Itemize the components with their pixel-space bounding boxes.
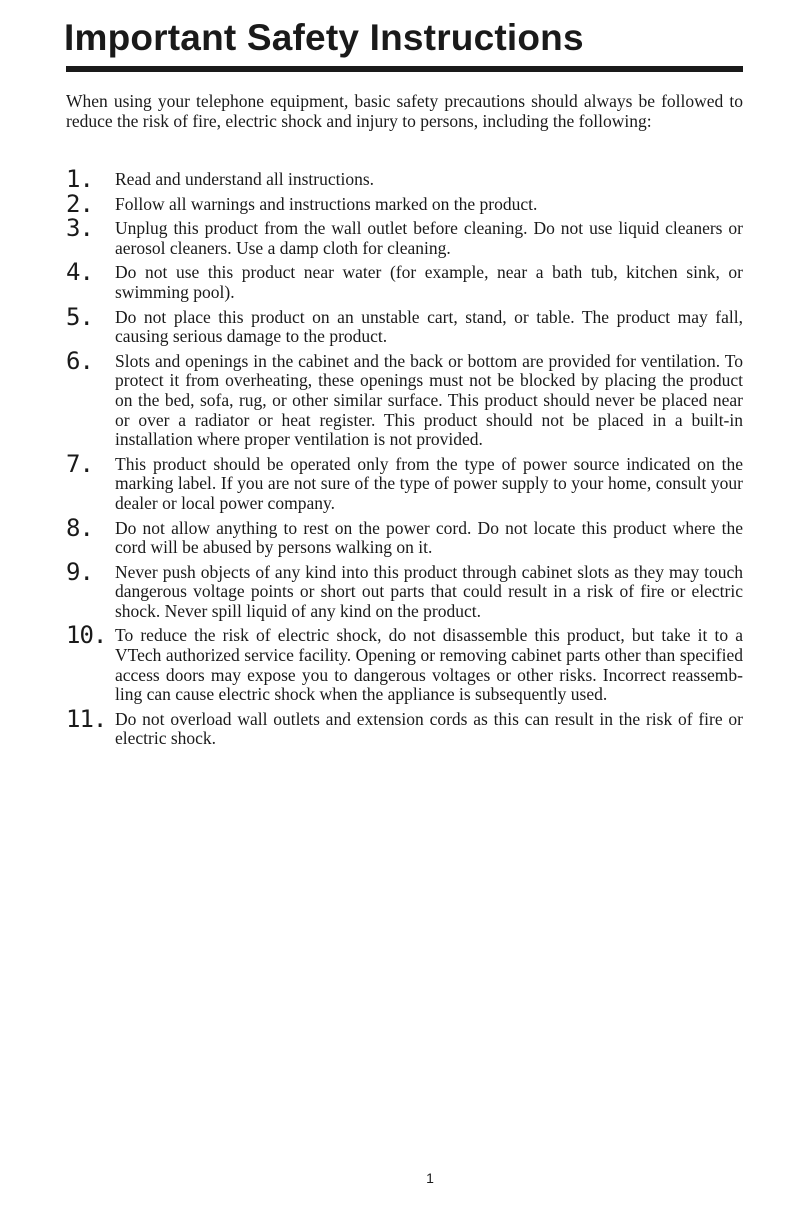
instruction-number: 5.: [66, 302, 93, 331]
instruction-number: 7.: [66, 449, 93, 478]
instruction-text: Do not use this product near water (for example, near a bath tub, kitchen sink, or swimming pool).: [115, 262, 743, 302]
instruction-item: [66, 214, 743, 258]
instruction-item: [66, 165, 743, 193]
instruction-number: 9.: [66, 557, 93, 586]
instruction-text: Read and understand all instructions.: [115, 169, 375, 189]
instruction-item: [66, 189, 743, 218]
instruction-number: 6.: [66, 346, 93, 375]
instruction-number: 2.: [66, 189, 93, 218]
instruction-text: This product should be operated only from the type of power source indicated on the marking label. If you are not sure of the type of power supply to your home, consult your dealer or local power company.: [115, 453, 743, 513]
instruction-item: [66, 621, 743, 705]
instruction-text: Do not allow anything to rest on the power cord. Do not locate this product where the cord will be abused by persons walking on it.: [115, 517, 743, 558]
instruction-text: Unplug this product from the wall outlet before cleaning. Do not use liquid cleaners or aerosol cleaners. Use a damp cloth for cleaning.: [115, 218, 743, 258]
instruction-item: [66, 449, 743, 514]
title-rule: [66, 66, 743, 72]
page-title: Important Safety Instructions: [64, 17, 584, 58]
instruction-item: [66, 704, 743, 749]
instruction-text: Slots and openings in the cabinet and the back or bottom are provided for ventilation. To protect it from overheating, these openings must not be blocked by placing the product on the bed, sofa, rug, or other similar surface. This product should never be placed near or over a radiator or heat register. This product should not be placed in a built-in installation where proper ventilation is not provided.: [115, 350, 743, 450]
instruction-text: Never push objects of any kind into this product through cabinet slots as they may touch dangerous voltage points or short out parts that could result in a risk of fire or electric shock. Never spill liquid of any kind on the product.: [115, 561, 743, 621]
instruction-text: Follow all warnings and instructions marked on the product.: [115, 193, 538, 214]
instruction-number: 8.: [66, 513, 93, 542]
instruction-number: 3.: [66, 214, 93, 243]
instruction-item: [66, 258, 743, 302]
instruction-number: 11.: [66, 704, 107, 733]
intro-paragraph: When using your telephone equipment, basic safety precautions should always be followed to reduce the risk of fire, electric shock and injury to persons, including the following:: [66, 91, 743, 131]
instruction-number: 10.: [66, 621, 107, 650]
safety-instructions-list: [66, 165, 743, 754]
page-number: 1: [426, 1170, 434, 1186]
instruction-item: [66, 346, 743, 450]
instruction-item: [66, 302, 743, 347]
instruction-text: To reduce the risk of electric shock, do not disassemble this product, but take it to a VTech authorized service facility. Opening or removing cabinet parts other than specified access doors may expose you to dangerous voltages or other risks. Incorrect reassemb-ling can cause electric shock when the appliance is subsequently used.: [115, 625, 743, 705]
instruction-item: [66, 513, 743, 558]
instruction-item: [66, 557, 743, 622]
instruction-text: Do not place this product on an unstable cart, stand, or table. The product may fall, causing serious damage to the product.: [115, 306, 743, 347]
instruction-text: Do not overload wall outlets and extension cords as this can result in the risk of fire or electric shock.: [115, 708, 743, 749]
instruction-number: 1.: [66, 165, 93, 193]
instruction-number: 4.: [66, 258, 93, 287]
